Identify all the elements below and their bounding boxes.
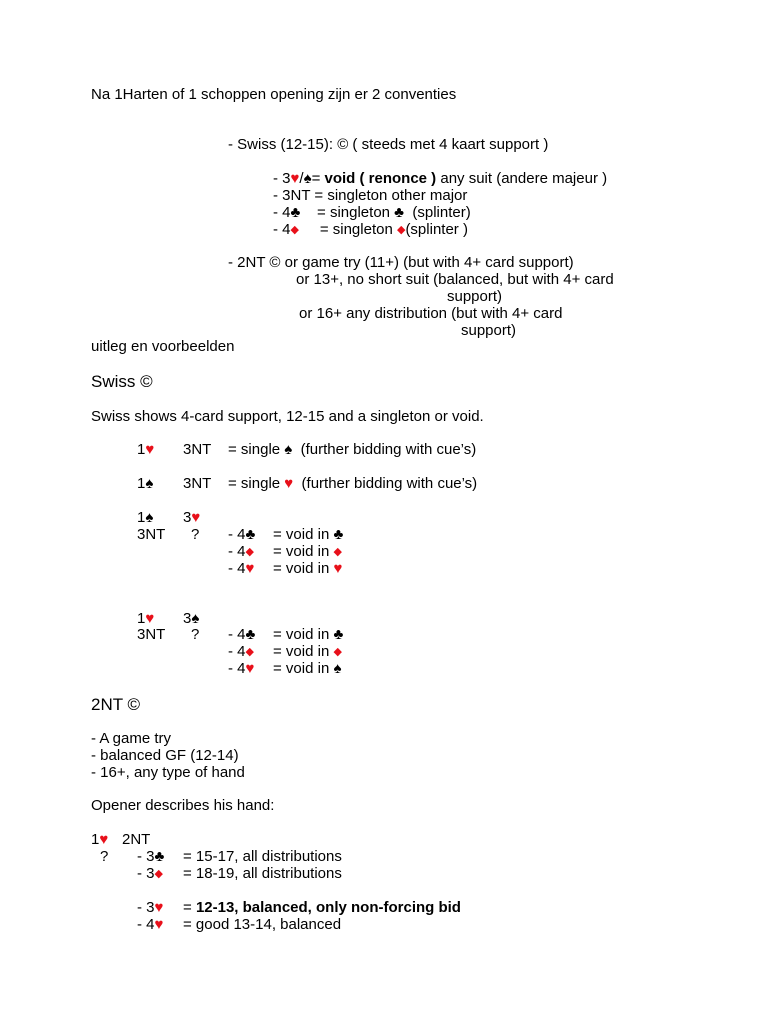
ex4-bid-club: - 4♣ (228, 626, 256, 643)
heart-icon: ♥ (154, 916, 164, 933)
club-icon: ♣ (154, 848, 165, 865)
nt-list-item: - A game try (91, 730, 172, 747)
final-meaning-heart4: = good 13-14, balanced (183, 916, 342, 933)
ex4-rebid: 3NT (137, 626, 166, 643)
club-icon: ♣ (333, 526, 344, 543)
ex1-response: 3NT (183, 441, 212, 458)
swiss-heading: Swiss © (91, 372, 153, 391)
heart-icon: ♥ (145, 441, 155, 458)
ex4-response: 3♠ (183, 610, 200, 627)
ex3-meaning-club: = void in ♣ (273, 526, 344, 543)
diamond-icon: ◆ (245, 546, 254, 558)
final-meaning-diamond: = 18-19, all distributions (183, 865, 342, 882)
final-meaning-heart3: = 12-13, balanced, only non-forcing bid (183, 899, 461, 916)
heart-icon: ♥ (290, 170, 300, 187)
ex1-meaning: = single ♠ (further bidding with cue’s) (228, 441, 477, 458)
nt-list-item: - balanced GF (12-14) (91, 747, 239, 764)
diamond-icon: ◆ (333, 546, 342, 558)
summary-bid-club: - 4♣ = singleton ♣ (splinter) (273, 204, 471, 221)
nt-summary-line: - 2NT © or game try (11+) (but with 4+ card support) (228, 254, 574, 271)
spade-icon: ♠ (333, 660, 342, 677)
ex3-opening: 1♠ (137, 509, 154, 526)
uitleg-line: uitleg en voorbeelden (91, 338, 235, 355)
ex4-meaning-spade: = void in ♠ (273, 660, 342, 677)
summary-bid-void: - 3♥/♠= void ( renonce ) any suit (andere majeur ) (273, 170, 608, 187)
ex3-meaning-heart: = void in ♥ (273, 560, 343, 577)
ex4-opening: 1♥ (137, 610, 155, 627)
ex3-meaning-diamond: = void in ◆ (273, 543, 342, 560)
swiss-description: Swiss shows 4-card support, 12-15 and a singleton or void. (91, 408, 484, 425)
ex3-bid-heart: - 4♥ (228, 560, 255, 577)
ex3-response: 3♥ (183, 509, 201, 526)
heart-icon: ♥ (245, 560, 255, 577)
diamond-icon: ◆ (333, 646, 342, 658)
diamond-icon: ◆ (290, 224, 299, 236)
ex4-meaning-diamond: = void in ◆ (273, 643, 342, 660)
spade-icon: ♠ (145, 509, 154, 526)
heart-icon: ♥ (145, 610, 155, 627)
diamond-icon: ◆ (154, 868, 163, 880)
nt-summary-cont2: or 16+ any distribution (but with 4+ card (299, 305, 563, 322)
ex3-bid-diamond: - 4◆ (228, 543, 254, 560)
nt-summary-cont1b: support) (447, 288, 503, 305)
final-response: 2NT (122, 831, 151, 848)
heart-icon: ♥ (99, 831, 109, 848)
ex1-opening: 1♥ (137, 441, 155, 458)
ex3-question: ? (191, 526, 200, 543)
club-icon: ♣ (245, 526, 256, 543)
diamond-icon: ◆ (396, 224, 406, 236)
summary-bid-diamond: - 4◆ = singleton ◆(splinter ) (273, 221, 468, 238)
ex4-bid-diamond: - 4◆ (228, 643, 254, 660)
final-opening: 1♥ (91, 831, 109, 848)
final-meaning-club: = 15-17, all distributions (183, 848, 342, 865)
final-bid-diamond: - 3◆ (137, 865, 163, 882)
club-icon: ♣ (333, 626, 344, 643)
final-bid-club: - 3♣ (137, 848, 165, 865)
ex2-opening: 1♠ (137, 475, 154, 492)
club-icon: ♣ (394, 204, 405, 221)
ex2-meaning: = single ♥ (further bidding with cue’s) (228, 475, 478, 492)
ex2-response: 3NT (183, 475, 212, 492)
final-question: ? (100, 848, 109, 865)
spade-icon: ♠ (303, 170, 312, 187)
ex3-bid-club: - 4♣ (228, 526, 256, 543)
club-icon: ♣ (290, 204, 301, 221)
opener-description: Opener describes his hand: (91, 797, 275, 814)
ex4-bid-heart: - 4♥ (228, 660, 255, 677)
summary-bid-3nt: - 3NT = singleton other major (273, 187, 468, 204)
final-bid-heart3: - 3♥ (137, 899, 164, 916)
heart-icon: ♥ (191, 509, 201, 526)
swiss-summary-line: - Swiss (12-15): © ( steeds met 4 kaart support ) (228, 136, 549, 153)
spade-icon: ♠ (284, 441, 293, 458)
diamond-icon: ◆ (245, 646, 254, 658)
ex4-question: ? (191, 626, 200, 643)
spade-icon: ♠ (145, 475, 154, 492)
heart-icon: ♥ (154, 899, 164, 916)
club-icon: ♣ (245, 626, 256, 643)
nt-list-item: - 16+, any type of hand (91, 764, 245, 781)
heart-icon: ♥ (333, 560, 343, 577)
ex3-rebid: 3NT (137, 526, 166, 543)
nt-summary-cont1: or 13+, no short suit (balanced, but with 4+ card (296, 271, 614, 288)
final-bid-heart4: - 4♥ (137, 916, 164, 933)
intro-line: Na 1Harten of 1 schoppen opening zijn er 2 conventies (91, 86, 457, 103)
nt-heading: 2NT © (91, 695, 141, 714)
heart-icon: ♥ (284, 475, 294, 492)
spade-icon: ♠ (191, 610, 200, 627)
nt-summary-cont2b: support) (461, 322, 517, 339)
ex4-meaning-club: = void in ♣ (273, 626, 344, 643)
heart-icon: ♥ (245, 660, 255, 677)
